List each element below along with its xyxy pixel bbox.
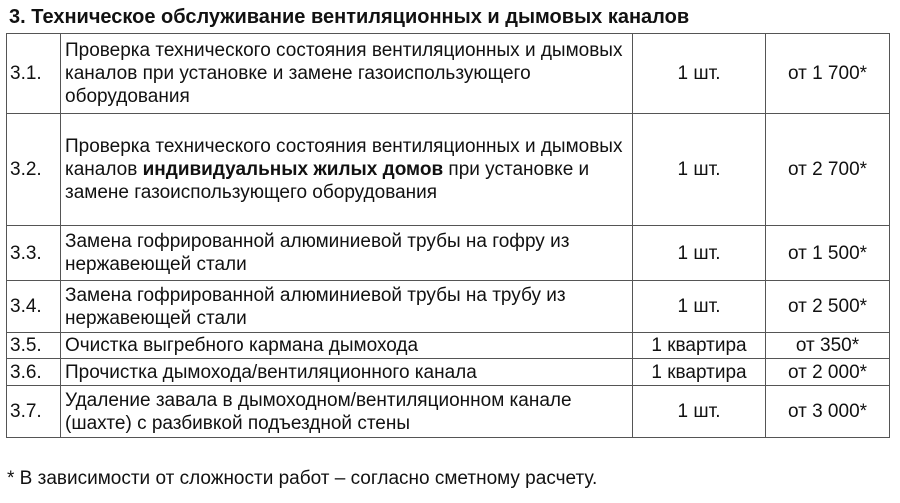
row-quantity: 1 шт. <box>633 114 766 226</box>
table-row <box>7 281 890 333</box>
row-number: 3.6. <box>7 359 61 386</box>
row-description: Очистка выгребного кармана дымохода <box>61 333 633 359</box>
row-description: Замена гофрированной алюминиевой трубы на гофру из нержавеющей стали <box>61 226 633 281</box>
row-description: Удаление завала в дымоходном/вентиляционном канале (шахте) с разбивкой подъездной стены <box>61 386 633 438</box>
row-description: Замена гофрированной алюминиевой трубы на трубу из нержавеющей стали <box>61 281 633 333</box>
row-number: 3.2. <box>7 114 61 226</box>
table-row <box>7 226 890 281</box>
row-number: 3.1. <box>7 34 61 114</box>
table-row <box>7 34 890 114</box>
row-number: 3.7. <box>7 386 61 438</box>
table-row <box>7 386 890 438</box>
section-title: 3. Техническое обслуживание вентиляционных и дымовых каналов <box>9 6 690 28</box>
row-price: от 1 500* <box>766 226 890 281</box>
row-price: от 3 000* <box>766 386 890 438</box>
row-price: от 350* <box>766 333 890 359</box>
row-price: от 2 700* <box>766 114 890 226</box>
row-description <box>61 114 633 226</box>
table-row <box>7 359 890 386</box>
description-text: Проверка технического состояния вентиляционных и дымовых каналов <box>65 136 623 180</box>
table-row <box>7 114 890 226</box>
row-quantity: 1 квартира <box>633 333 766 359</box>
row-quantity: 1 шт. <box>633 34 766 114</box>
description-text: при установке и замене газоиспользующего оборудования <box>65 159 590 203</box>
row-price: от 2 000* <box>766 359 890 386</box>
row-quantity: 1 шт. <box>633 281 766 333</box>
row-quantity: 1 шт. <box>633 226 766 281</box>
row-number: 3.3. <box>7 226 61 281</box>
row-number: 3.5. <box>7 333 61 359</box>
row-description: Проверка технического состояния вентиляционных и дымовых каналов при установке и замене газоиспользующего оборудования <box>61 34 633 114</box>
row-price: от 2 500* <box>766 281 890 333</box>
table-row <box>7 333 890 359</box>
description-bold-text: индивидуальных жилых домов <box>142 159 444 180</box>
footnote: * В зависимости от сложности работ – согласно сметному расчету. <box>7 468 598 489</box>
row-description: Прочистка дымохода/вентиляционного канала <box>61 359 633 386</box>
row-price: от 1 700* <box>766 34 890 114</box>
row-quantity: 1 шт. <box>633 386 766 438</box>
price-table <box>6 33 890 438</box>
row-quantity: 1 квартира <box>633 359 766 386</box>
row-number: 3.4. <box>7 281 61 333</box>
